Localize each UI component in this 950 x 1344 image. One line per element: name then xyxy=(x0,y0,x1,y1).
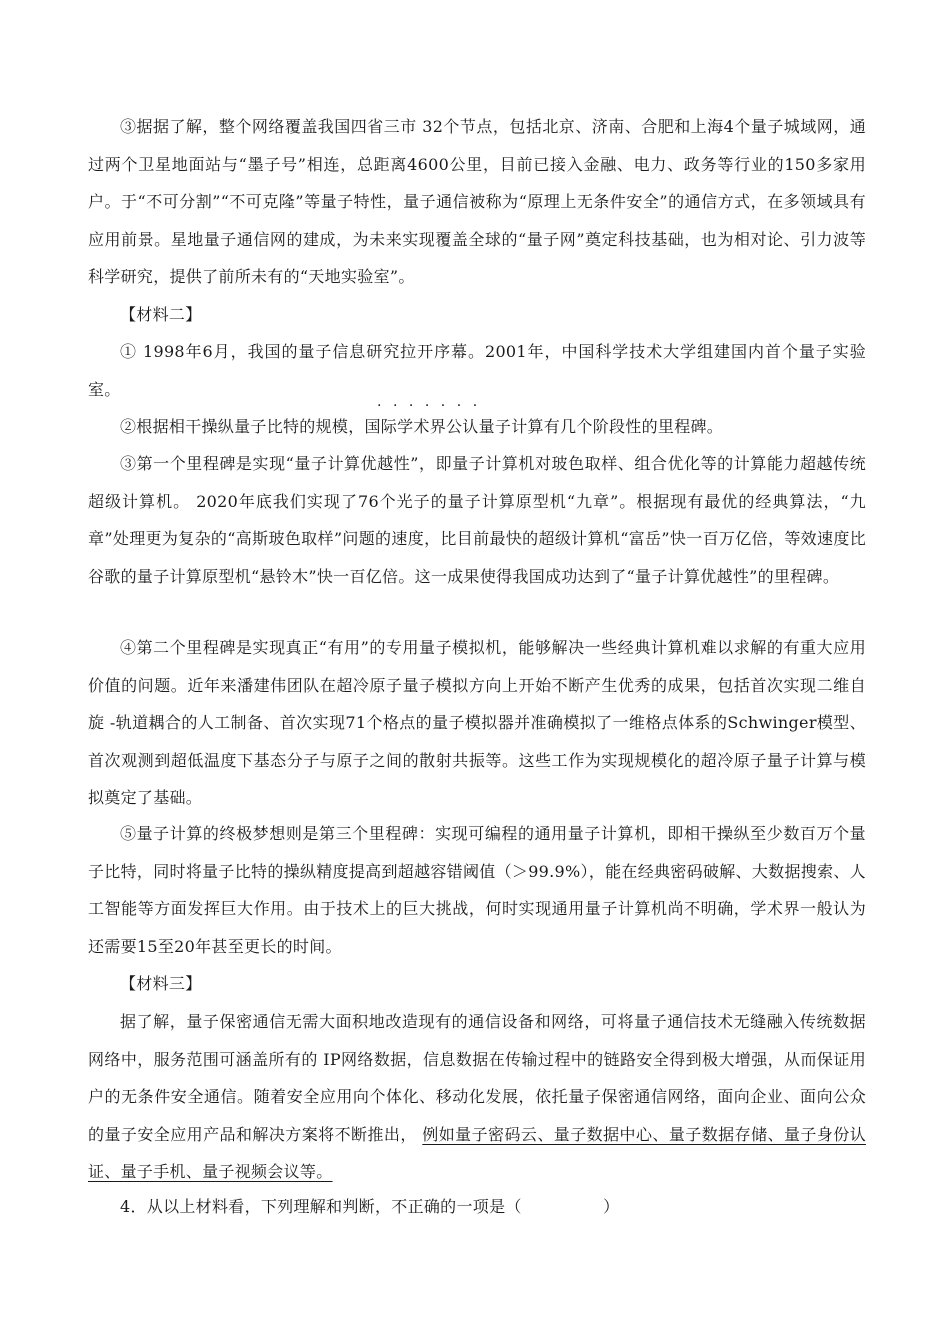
emphasis-dots: ······· xyxy=(377,398,489,414)
paragraph-1: ③据据了解，整个网络覆盖我国四省三市 32个节点，包括北京、济南、合肥和上海4个量子城域网，通过两个卫星地面站与“墨子号”相连，总距离4600公里，目前已接入金融、电力、政务等行业的150多家用户。于“不可分割”“不可克隆”等量子特性，量子通信被称为“原理上无条件安全”的通信方式，在多领域具有应用前景。星地量子通信网的建成，为未来实现覆盖全球的“量子网”奠定科技基础，也为相对论、引力波等科学研究，提供了前所未有的“天地实验室”。 xyxy=(88,117,866,286)
m3-paragraph xyxy=(88,1003,866,1191)
m2-paragraph-3: ③第一个里程碑是实现“量子计算优越性”，即量子计算机对玻色取样、组合优化等的计算能力超越传统超级计算机。 2020年底我们实现了76个光子的量子计算原型机“九章”。根据现有最优的经典算法，“九章”处理更为复杂的“高斯玻色取样”问题的速度，比目前最快的超级计算机“富岳”快一百万亿倍，等效速度比谷歌的量子计算原型机“悬铃木”快一百亿倍。这一成果使得我国成功达到了“量子计算优越性”的里程碑。 xyxy=(88,454,866,586)
material-3-header: 【材料三】 xyxy=(120,974,202,993)
m2-paragraph-4: ④第二个里程碑是实现真正“有用”的专用量子模拟机，能够解决一些经典计算机难以求解的有重大应用价值的问题。近年来潘建伟团队在超冷原子量子模拟方向上开始不断产生优秀的成果，包括首次实现二维自旋 -轨道耦合的人工制备、首次实现71个格点的量子模拟器并准确模拟了一维格点体系的Schwinger模型、首次观测到超低温度下基态分子与原子之间的散射共振等。这些工作为实现规模化的超冷原子量子计算与模拟奠定了基础。 xyxy=(88,638,866,807)
m2-paragraph-5: ⑤量子计算的终极梦想则是第三个里程碑：实现可编程的通用量子计算机，即相干操纵至少数百万个量子比特，同时将量子比特的操纵精度提高到超越容错阈值（＞99.9%），能在经典密码破解、大数据搜索、人工智能等方面发挥巨大作用。由于技术上的巨大挑战，何时实现通用量子计算机尚不明确，学术界一般认为还需要15至20年甚至更长的时间。 xyxy=(88,824,866,956)
question-4: 4．从以上材料看，下列理解和判断，不正确的一项是（ ） xyxy=(120,1197,620,1216)
m2-paragraph-1: ① 1998年6月，我国的量子信息研究拉开序幕。2001年，中国科学技术大学组建国内首个量子实验室。 xyxy=(88,342,866,399)
m2-paragraph-2: ②根据相干操纵量子比特的规模，国际学术界公认量子计算有几个阶段性的里程碑。 xyxy=(120,417,724,436)
m3-text: 据了解，量子保密通信无需大面积地改造现有的通信设备和网络，可将量子通信技术无缝融入传统数据网络中，服务范围可涵盖所有的 IP网络数据，信息数据在传输过程中的链路安全得到极大增强，从而保证用户的无条件安全通信。随着安全应用向个体化、移动化发展，依托量子保密通信网络，面向企业、面向公众的量子安全应用产品和解决方案将不断推出， xyxy=(88,1012,866,1144)
m3-underlined-text: 例如量子密码云、量子数据中心、量子数据存储、量子身份认证、量子手机、量子视频会议等。 xyxy=(88,1124,866,1181)
material-2-header: 【材料二】 xyxy=(120,305,202,324)
